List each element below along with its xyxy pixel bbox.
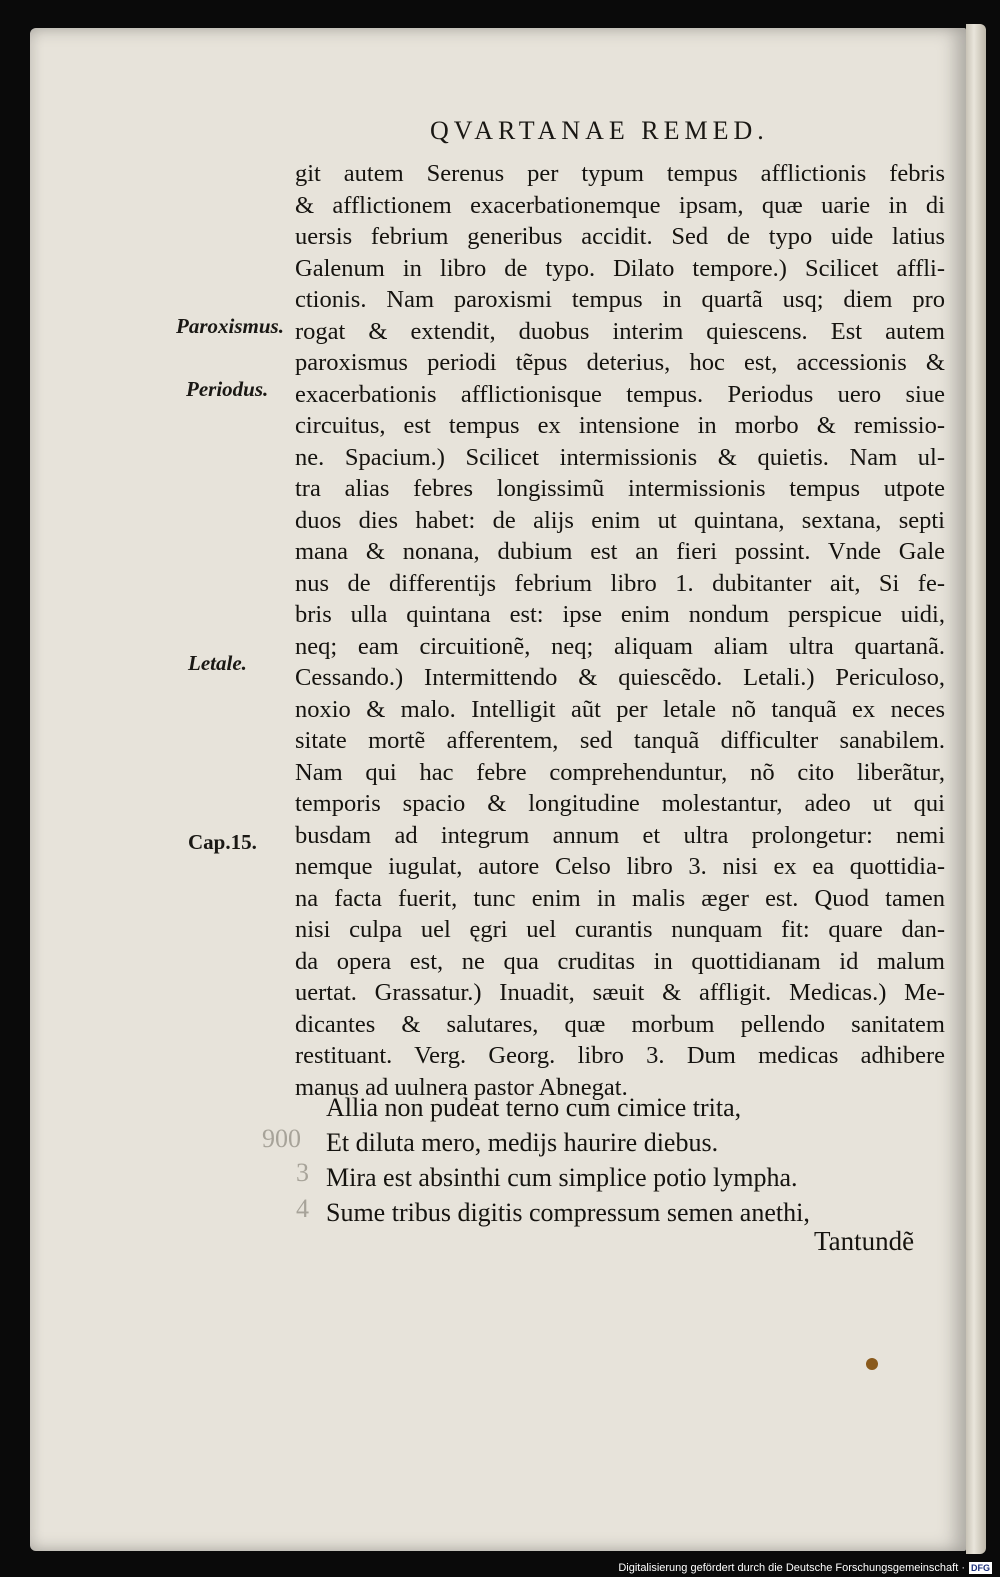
text-line: Galenum in libro de typo. Dilato tempore.) Scilicet affli-	[295, 254, 946, 282]
text-line: paroxismus periodi tẽpus deterius, hoc est, accessionis &	[295, 349, 945, 376]
text-line: neq; eam circuitionẽ, neq; aliquam aliam ultra quartanã.	[295, 632, 945, 660]
text-line: dicantes & salutares, quæ morbum pellendo sanitatem	[295, 1010, 945, 1038]
text-line: restituant. Verg. Georg. libro 3. Dum medicas adhibere	[295, 1042, 946, 1069]
text-line: nemque iugulat, autore Celso libro 3. nisi ex ea quottidia-	[295, 853, 946, 880]
text-line: Nam qui hac febre comprehenduntur, nõ cito liberãtur,	[295, 758, 945, 786]
margin-note-chapter: Cap.15.	[188, 830, 257, 854]
verse-line: Mira est absinthi cum simplice potio lympha.	[326, 1163, 798, 1192]
text-line: manus ad uulnera pastor Abnegat.	[295, 1073, 628, 1101]
margin-note-letale: Letale.	[188, 651, 247, 675]
text-line: duos dies habet: de alijs enim ut quintana, sextana, septi	[295, 506, 945, 534]
margin-note-paroxismus: Paroxismus.	[176, 314, 284, 338]
ink-spot	[866, 1358, 878, 1370]
text-line: ne. Spacium.) Scilicet intermissionis & quietis. Nam ul-	[295, 443, 946, 471]
text-line: na facta fuerit, tunc enim in malis æger est. Quod tamen	[295, 884, 946, 912]
dfg-logo: DFG	[971, 1563, 990, 1573]
page-edge	[966, 24, 986, 1554]
text-line: temporis spacio & longitudine molestantur, adeo ut qui	[295, 790, 945, 817]
text-line: ctionis. Nam paroxismi tempus in quartã usq; diem pro	[295, 286, 945, 313]
text-line: uertat. Grassatur.) Inuadit, sæuit & affligit. Medicas.) Me-	[295, 979, 945, 1006]
verse-line: Sume tribus digitis compressum semen anethi,	[326, 1198, 810, 1227]
text-line: bris ulla quintana est: ipse enim nondum perspicue uidi,	[295, 601, 945, 628]
footer-credit	[618, 1562, 992, 1574]
text-line: circuitus, est tempus ex intensione in morbo & remissio-	[295, 412, 946, 439]
running-head: QVARTANAE REMED.	[430, 116, 769, 145]
catchword: Tantundẽ	[814, 1226, 915, 1256]
text-line: mana & nonana, dubium est an fieri possint. Vnde Gale	[295, 538, 946, 565]
pencil-number-4: 4	[296, 1194, 309, 1223]
text-line: sitate mortẽ afferentem, sed tanquã difficulter sanabilem.	[295, 727, 945, 754]
text-line: nisi culpa uel ęgri uel curantis nunquam fit: quare dan-	[295, 916, 946, 943]
text-line: noxio & malo. Intelligit aũt per letale nõ tanquã ex neces	[295, 695, 945, 723]
margin-note-periodus: Periodus.	[186, 377, 269, 401]
text-line: nus de differentijs febrium libro 1. dubitanter ait, Si fe-	[295, 569, 945, 597]
text-line: Cessando.) Intermittendo & quiescẽdo. Letali.) Periculoso,	[295, 664, 945, 691]
text-line: da opera est, ne qua cruditas in quottidianam id malum	[295, 947, 945, 975]
text-line: & afflictionem exacerbationemque ipsam, quæ uarie in di	[295, 191, 945, 219]
pencil-number-900: 900	[262, 1124, 301, 1153]
text-line: git autem Serenus per typum tempus afflictionis febris	[295, 160, 945, 187]
text-line: exacerbationis afflictionisque tempus. Periodus uero siue	[295, 380, 945, 408]
text-line: tra alias febres longissimũ intermissionis tempus utpote	[295, 475, 945, 502]
verse-line: Allia non pudeat terno cum cimice trita,	[326, 1093, 742, 1122]
pencil-number-3: 3	[296, 1158, 309, 1187]
text-line: uersis febrium generibus accidit. Sed de typo uide latius	[295, 223, 946, 250]
verse-block	[326, 1090, 946, 1230]
footer-text: Digitalisierung gefördert durch die Deutsche Forschungsgemeinschaft ·	[618, 1562, 965, 1574]
main-text-block	[295, 158, 945, 1103]
verse-line: Et diluta mero, medijs haurire diebus.	[326, 1128, 719, 1157]
text-line: rogat & extendit, duobus interim quiescens. Est autem	[295, 317, 945, 345]
text-line: busdam ad integrum annum et ultra prolongetur: nemi	[295, 821, 946, 849]
